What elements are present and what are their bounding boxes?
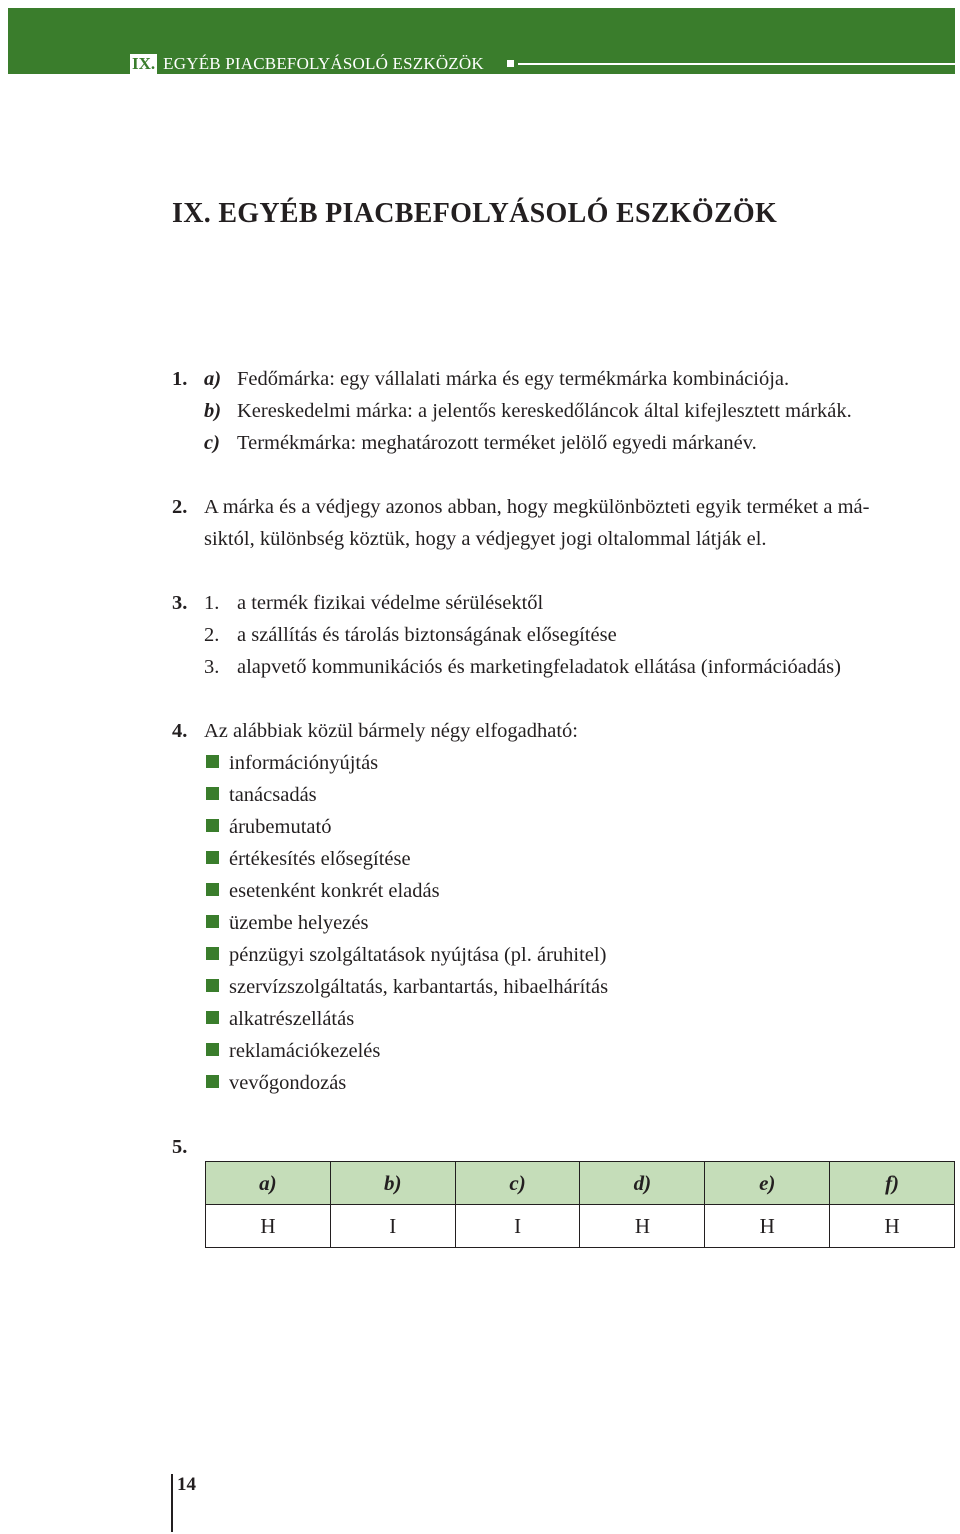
q4-bullet-item: szervízszolgáltatás, karbantartás, hibaelhárítás <box>229 976 609 998</box>
page-title: IX. EGYÉB PIACBEFOLYÁSOLÓ ESZKÖZÖK <box>172 198 778 229</box>
bullet-square-icon <box>206 819 219 832</box>
q1-item-a-label: a) <box>204 368 222 390</box>
q3-number: 3. <box>172 592 188 614</box>
q1-item-b-text: Kereskedelmi márka: a jelentős kereskedőláncok által kifejlesztett márkák. <box>237 400 852 422</box>
q3-item-2-label: 2. <box>204 624 220 646</box>
q1-item-a-text: Fedőmárka: egy vállalati márka és egy termékmárka kombinációja. <box>237 368 790 390</box>
answer-cell: H <box>206 1205 331 1248</box>
q5-number: 5. <box>172 1136 188 1158</box>
q4-intro: Az alábbiak közül bármely négy elfogadható: <box>204 720 578 742</box>
q3-item-3-text: alapvető kommunikációs és marketingfeladatok ellátása (információadás) <box>237 656 841 678</box>
answer-header-cell: c) <box>455 1162 580 1205</box>
q4-bullet-item: értékesítés elősegítése <box>229 848 411 870</box>
answer-cell: I <box>330 1205 455 1248</box>
answer-cell: I <box>455 1205 580 1248</box>
bullet-square-icon <box>206 1011 219 1024</box>
q2-text-line1: A márka és a védjegy azonos abban, hogy megkülönbözteti egyik terméket a má- <box>204 496 870 518</box>
q4-bullet-item: pénzügyi szolgáltatások nyújtása (pl. áruhitel) <box>229 944 607 966</box>
page-number: 14 <box>177 1474 196 1495</box>
answer-header-cell: a) <box>206 1162 331 1205</box>
answer-header-cell: d) <box>580 1162 705 1205</box>
page-number-rule <box>171 1474 173 1532</box>
answer-header-cell: b) <box>330 1162 455 1205</box>
q4-bullet-item: reklamációkezelés <box>229 1040 381 1062</box>
header-rule <box>518 63 955 65</box>
q4-bullet-item: esetenként konkrét eladás <box>229 880 440 902</box>
q3-item-1-label: 1. <box>204 592 220 614</box>
bullet-square-icon <box>206 755 219 768</box>
bullet-square-icon <box>206 915 219 928</box>
bullet-square-icon <box>206 851 219 864</box>
q1-item-c-label: c) <box>204 432 220 454</box>
answer-table <box>205 1161 955 1248</box>
q4-bullet-item: információnyújtás <box>229 752 379 774</box>
q4-bullet-item: árubemutató <box>229 816 332 838</box>
q1-number: 1. <box>172 368 188 390</box>
q3-item-1-text: a termék fizikai védelme sérülésektől <box>237 592 544 614</box>
q2-number: 2. <box>172 496 188 518</box>
q4-bullet-item: tanácsadás <box>229 784 317 806</box>
running-header-title: EGYÉB PIACBEFOLYÁSOLÓ ESZKÖZÖK <box>163 54 484 73</box>
q1-item-c-text: Termékmárka: meghatározott terméket jelölő egyedi márkanév. <box>237 432 757 454</box>
answer-table-row <box>206 1205 955 1248</box>
q4-bullet-item: vevőgondozás <box>229 1072 347 1094</box>
q4-number: 4. <box>172 720 188 742</box>
answer-cell: H <box>580 1205 705 1248</box>
answer-cell: H <box>830 1205 955 1248</box>
running-header <box>130 54 484 74</box>
running-header-number: IX. <box>132 54 156 73</box>
bullet-square-icon <box>206 883 219 896</box>
bullet-square-icon <box>206 947 219 960</box>
answer-table-header-row <box>206 1162 955 1205</box>
q1-item-b-label: b) <box>204 400 222 422</box>
answer-header-cell: f) <box>830 1162 955 1205</box>
square-ornament-icon <box>507 60 514 67</box>
q2-text-line2: siktól, különbség köztük, hogy a védjegyet jogi oltalommal látják el. <box>204 528 767 550</box>
answer-header-cell: e) <box>705 1162 830 1205</box>
bullet-square-icon <box>206 1043 219 1056</box>
q3-item-2-text: a szállítás és tárolás biztonságának elősegítése <box>237 624 617 646</box>
q4-bullet-item: üzembe helyezés <box>229 912 369 934</box>
bullet-square-icon <box>206 979 219 992</box>
bullet-square-icon <box>206 1075 219 1088</box>
q3-item-3-label: 3. <box>204 656 220 678</box>
bullet-square-icon <box>206 787 219 800</box>
q4-bullet-item: alkatrészellátás <box>229 1008 355 1030</box>
answer-cell: H <box>705 1205 830 1248</box>
